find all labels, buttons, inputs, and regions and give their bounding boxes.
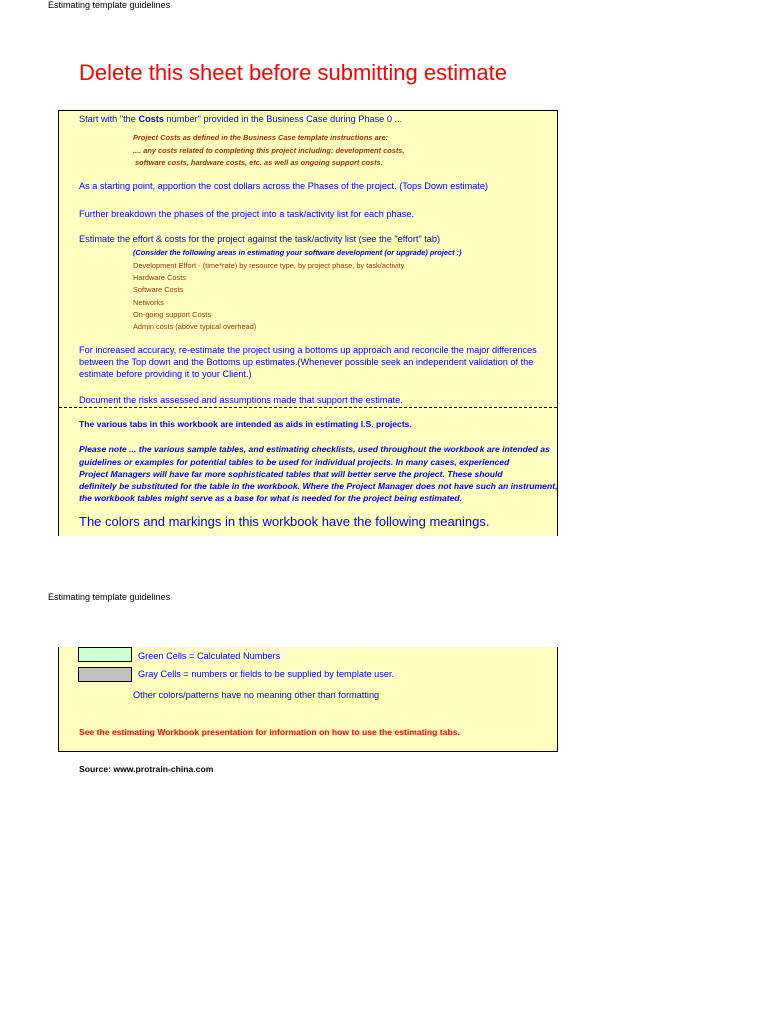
see-presentation-text: See the estimating Workbook presentation for information on how to use the estimating tabs.	[79, 727, 460, 737]
other-colors-label: Other colors/patterns have no meaning other than formatting	[133, 690, 380, 700]
please-note-line: Please note ... the various sample tables, and estimating checklists, used throughout the workbook are intended as	[79, 444, 550, 454]
area-item: On-going support Costs	[133, 310, 212, 319]
risks-text: Document the risks assessed and assumptions made that support the estimate.	[79, 395, 403, 405]
accuracy-line-3: estimate before providing it to your Client.)	[79, 369, 252, 379]
gray-cells-label: Gray Cells = numbers or fields to be supplied by template user.	[138, 669, 395, 679]
page-title: Delete this sheet before submitting estimate	[79, 60, 508, 85]
gray-cell-swatch	[78, 667, 132, 682]
breakdown-text: Further breakdown the phases of the project into a task/activity list for each phase.	[79, 209, 415, 219]
legend-panel	[58, 647, 558, 752]
please-note-line: guidelines or examples for potential tables to be used for individual projects. In many cases, experienced	[79, 457, 510, 467]
guidelines-panel	[58, 110, 558, 536]
green-cells-label: Green Cells = Calculated Numbers	[138, 651, 281, 661]
consider-text: (Consider the following areas in estimating your software development (or upgrade) project :)	[133, 248, 462, 257]
tabs-aids-text: The various tabs in this workbook are intended as aids in estimating I.S. projects.	[79, 419, 412, 429]
apportion-text: As a starting point, apportion the cost dollars across the Phases of the project. (Tops Down estimate)	[79, 181, 489, 191]
page2-header: Estimating template guidelines	[48, 592, 171, 602]
source-text: Source: www.protrain-china.com	[79, 764, 214, 774]
costs-note-1: Project Costs as defined in the Business Case template instructions are:	[133, 133, 389, 142]
costs-line	[79, 113, 402, 125]
area-item: Hardware Costs	[133, 273, 186, 282]
accuracy-line-1: For increased accuracy, re-estimate the project using a bottoms up approach and reconcile the major differences	[79, 345, 537, 355]
costs-note-3: software costs, hardware costs, etc. as well as ongoing support costs.	[133, 158, 383, 167]
area-item: Software Costs	[133, 285, 184, 294]
costs-bold: Costs	[138, 114, 164, 124]
estimate-text: Estimate the effort & costs for the project against the task/activity list (see the "effort" tab)	[79, 234, 441, 244]
costs-line-before: Start with "the	[79, 114, 139, 124]
please-note-line: definitely be substituted for the table in the workbook. Where the Project Manager does not have such an instrument,	[79, 481, 558, 491]
area-item: Networks	[133, 298, 164, 307]
area-item: Admin costs (above typical overhead)	[133, 322, 257, 331]
colors-meaning-text: The colors and markings in this workbook have the following meanings.	[79, 514, 490, 529]
area-item: Development Effort - (time*rate) by resource type, by project phase, by task/activity	[133, 261, 405, 270]
costs-line-after: number" provided in the Business Case during Phase 0 ...	[163, 114, 403, 124]
accuracy-line-2: between the Top down and the Bottoms up estimates.(Whenever possible seek an independent validation of the	[79, 357, 534, 367]
costs-note-2: .... any costs related to completing this project including: development costs,	[133, 146, 405, 155]
page-header: Estimating template guidelines	[48, 0, 171, 10]
please-note-line: the workbook tables might serve as a base for what is needed for the project being estimated.	[79, 493, 462, 503]
dashed-divider	[59, 407, 557, 408]
green-cell-swatch	[78, 647, 132, 662]
please-note-line: Project Managers will have far more sophisticated tables that will better serve the project. These should	[79, 469, 503, 479]
